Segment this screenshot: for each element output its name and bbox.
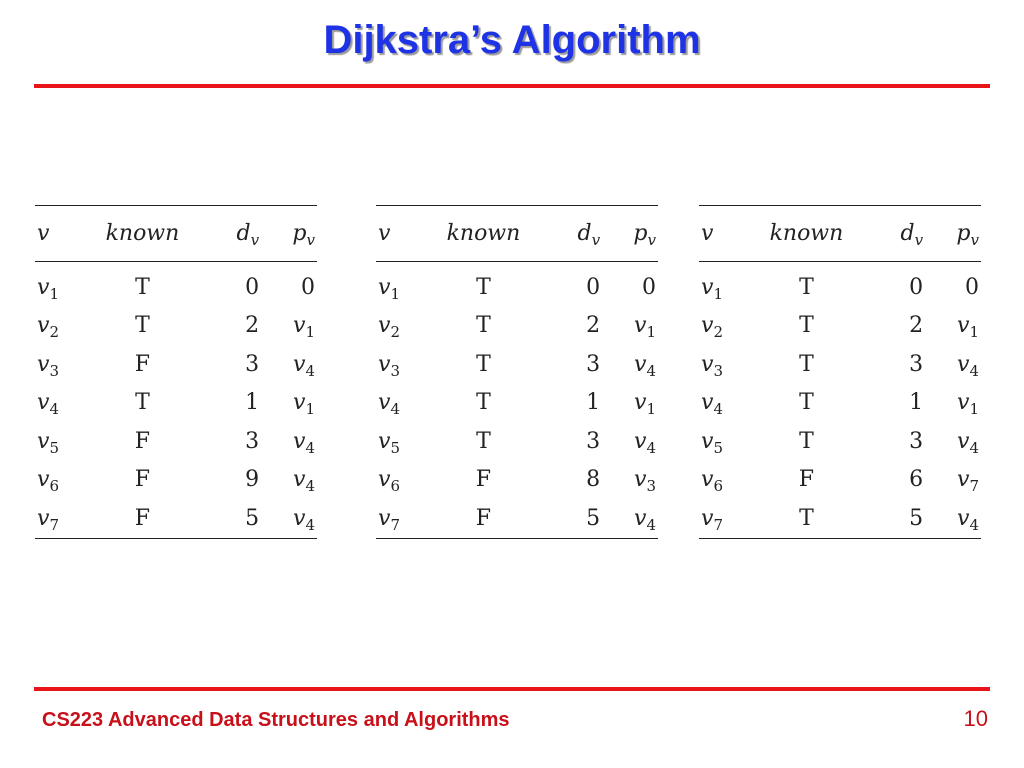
cell-known: T: [799, 313, 814, 339]
cell-previous: $v_4$: [606, 499, 658, 538]
cell-vertex: $v_5$: [37, 428, 59, 457]
cell-known: F: [435, 499, 531, 538]
cell-vertex: $v_6$: [701, 467, 723, 496]
table-row: [699, 384, 981, 423]
cell-known: T: [476, 390, 491, 416]
cell-previous: $v_4$: [957, 428, 979, 457]
dijkstra-table-2: [376, 205, 658, 539]
cell-distance: 3: [586, 351, 601, 377]
cell-previous: $v_3$: [634, 467, 656, 496]
cell-vertex: $v_5$: [701, 428, 723, 457]
cell-distance: 6: [909, 467, 924, 493]
cell-vertex: $v_1$: [37, 274, 59, 303]
cell-vertex: $v_6$: [378, 467, 400, 496]
cell-vertex: $v_2$: [378, 313, 400, 342]
table-row: [35, 262, 317, 307]
cell-distance: 2: [909, 313, 924, 339]
header-dv: $d_v$: [191, 206, 265, 262]
cell-distance: 1: [586, 390, 601, 416]
header-v: v: [35, 206, 94, 262]
cell-previous: $v_1$: [634, 390, 656, 419]
cell-distance: 8: [586, 467, 601, 493]
cell-known: F: [134, 467, 151, 493]
cell-distance: 2: [245, 313, 260, 339]
table-row: [35, 499, 317, 538]
cell-vertex: $v_1$: [701, 274, 723, 303]
cell-distance: 0: [245, 274, 260, 300]
cell-known: T: [476, 313, 491, 339]
cell-previous: $v_1$: [293, 390, 315, 419]
header-v: v: [699, 206, 758, 262]
cell-distance: 3: [909, 351, 924, 377]
slide-title: Dijkstra’s Algorithm: [323, 18, 701, 62]
cell-previous: $v_4$: [265, 499, 317, 538]
cell-vertex: $v_4$: [37, 390, 59, 419]
dijkstra-table-3: [699, 205, 981, 539]
cell-vertex: $v_3$: [701, 351, 723, 380]
table-row: [376, 461, 658, 500]
header-known: known: [758, 206, 854, 262]
cell-distance: 5: [191, 499, 265, 538]
cell-known: F: [94, 499, 190, 538]
cell-vertex: $v_7$: [699, 499, 758, 538]
table-header-row: [35, 206, 317, 262]
cell-previous: $v_4$: [957, 351, 979, 380]
cell-distance: 0: [586, 274, 601, 300]
table-row: [699, 262, 981, 307]
table-row: [35, 461, 317, 500]
cell-previous: $v_1$: [293, 313, 315, 342]
table-row: [35, 384, 317, 423]
table-row: [376, 499, 658, 538]
cell-previous: $v_7$: [957, 467, 979, 496]
header-dv: $d_v$: [532, 206, 606, 262]
cell-previous: $v_1$: [957, 390, 979, 419]
cell-previous: $v_1$: [957, 313, 979, 342]
cell-known: T: [476, 274, 491, 300]
header-pv: $p_v$: [606, 206, 658, 262]
cell-previous: $v_4$: [293, 428, 315, 457]
cell-known: F: [134, 351, 151, 377]
cell-distance: 5: [855, 499, 929, 538]
cell-vertex: $v_6$: [37, 467, 59, 496]
cell-known: F: [798, 467, 815, 493]
table-row: [699, 461, 981, 500]
cell-vertex: $v_2$: [701, 313, 723, 342]
cell-known: T: [135, 313, 150, 339]
cell-distance: 3: [909, 428, 924, 454]
table-row: [699, 422, 981, 461]
table-row: [699, 307, 981, 346]
cell-known: T: [135, 274, 150, 300]
cell-vertex: $v_7$: [376, 499, 435, 538]
cell-previous: 0: [301, 274, 315, 300]
cell-previous: $v_4$: [293, 467, 315, 496]
table-row: [35, 345, 317, 384]
cell-distance: 1: [909, 390, 924, 416]
cell-known: T: [758, 499, 854, 538]
cell-previous: $v_4$: [634, 351, 656, 380]
header-known: known: [435, 206, 531, 262]
table-row: [376, 262, 658, 307]
cell-previous: $v_4$: [929, 499, 981, 538]
cell-previous: $v_4$: [634, 428, 656, 457]
cell-vertex: $v_3$: [37, 351, 59, 380]
cell-known: T: [799, 351, 814, 377]
table-row: [376, 307, 658, 346]
footer-divider: [34, 687, 990, 691]
cell-known: F: [475, 467, 492, 493]
cell-known: T: [135, 390, 150, 416]
cell-distance: 3: [245, 428, 260, 454]
cell-distance: 0: [909, 274, 924, 300]
table-row: [376, 384, 658, 423]
cell-known: T: [476, 351, 491, 377]
dijkstra-table-1: [35, 205, 317, 539]
cell-known: T: [799, 428, 814, 454]
cell-previous: 0: [642, 274, 656, 300]
cell-known: T: [476, 428, 491, 454]
cell-distance: 5: [532, 499, 606, 538]
cell-known: T: [799, 274, 814, 300]
cell-distance: 3: [245, 351, 260, 377]
cell-vertex: $v_5$: [378, 428, 400, 457]
table-row: [699, 499, 981, 538]
header-dv: $d_v$: [855, 206, 929, 262]
footer-course-title: CS223 Advanced Data Structures and Algorithms: [42, 709, 510, 731]
cell-vertex: $v_4$: [378, 390, 400, 419]
cell-vertex: $v_1$: [378, 274, 400, 303]
header-known: known: [94, 206, 190, 262]
cell-previous: 0: [965, 274, 979, 300]
header-v: v: [376, 206, 435, 262]
table-row: [35, 422, 317, 461]
cell-distance: 9: [245, 467, 260, 493]
cell-vertex: $v_7$: [35, 499, 94, 538]
cell-distance: 3: [586, 428, 601, 454]
table-row: [699, 345, 981, 384]
header-pv: $p_v$: [265, 206, 317, 262]
cell-vertex: $v_2$: [37, 313, 59, 342]
cell-distance: 1: [245, 390, 260, 416]
table-row: [376, 422, 658, 461]
table-row: [376, 345, 658, 384]
page-number: 10: [963, 706, 988, 731]
header-pv: $p_v$: [929, 206, 981, 262]
cell-previous: $v_4$: [293, 351, 315, 380]
table-header-row: [699, 206, 981, 262]
cell-known: F: [134, 428, 151, 454]
cell-vertex: $v_3$: [378, 351, 400, 380]
cell-vertex: $v_4$: [701, 390, 723, 419]
cell-distance: 2: [586, 313, 601, 339]
table-row: [35, 307, 317, 346]
cell-previous: $v_1$: [634, 313, 656, 342]
title-divider: [34, 84, 990, 88]
table-header-row: [376, 206, 658, 262]
cell-known: T: [799, 390, 814, 416]
